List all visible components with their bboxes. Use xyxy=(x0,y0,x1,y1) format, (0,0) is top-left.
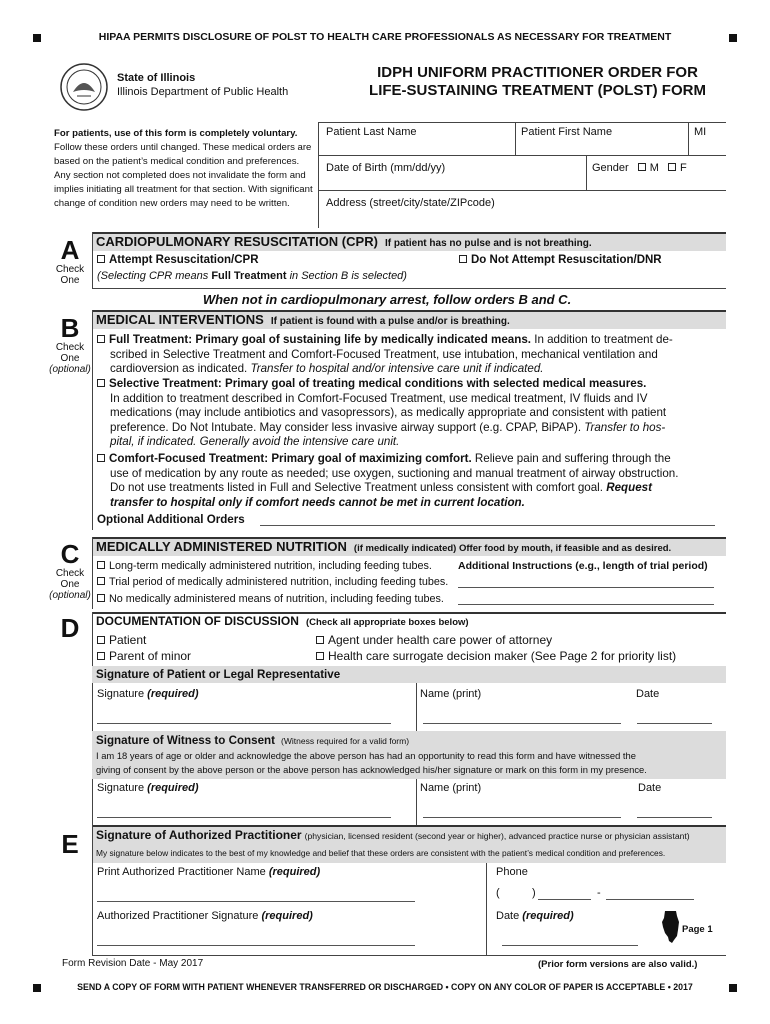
attempt-cpr-option[interactable] xyxy=(97,254,259,266)
one-label: One xyxy=(60,353,80,364)
section-d-marker xyxy=(48,614,92,642)
full-treatment-line1 xyxy=(97,333,727,348)
nutrition-subtitle: (if medically indicated) Offer food by mouth, if feasible and as desired. xyxy=(353,543,672,554)
practitioner-print-name-label xyxy=(97,866,320,878)
section-e-marker xyxy=(48,830,92,858)
one-label: One xyxy=(60,579,80,590)
selective-treatment-option[interactable] xyxy=(97,377,727,450)
medical-interventions-subtitle: If patient is found with a pulse and/or is breathing. xyxy=(270,316,510,327)
required-text: (required) xyxy=(147,782,199,794)
state-name: State of Illinois xyxy=(117,72,196,84)
divider xyxy=(92,537,93,609)
witness-signature-line[interactable] xyxy=(97,817,391,818)
print-name-text: Print Authorized Practitioner Name xyxy=(97,866,269,878)
section-c-title xyxy=(96,539,671,554)
form-title-line2: LIFE-SUSTAINING TREATMENT (POLST) FORM xyxy=(369,82,706,99)
divider xyxy=(92,612,93,825)
no-nutrition-label: No medically administered means of nutrition, including feeding tubes. xyxy=(109,593,444,605)
selective-line5: pital, if indicated. Generally avoid the intensive care unit. xyxy=(110,435,400,448)
phone-number-line[interactable] xyxy=(538,899,591,900)
long-term-label: Long-term medically administered nutrition, including feeding tubes. xyxy=(109,560,432,572)
additional-instructions-line[interactable] xyxy=(458,604,714,605)
section-b-title xyxy=(96,312,510,327)
section-e-letter: E xyxy=(61,829,79,859)
patient-checkbox[interactable] xyxy=(97,636,105,644)
discussion-patient-option[interactable] xyxy=(97,633,146,647)
intro-text xyxy=(54,127,316,211)
optional-orders-line[interactable] xyxy=(260,525,715,526)
practitioner-statement: My signature below indicates to the best of my knowledge and belief that these orders are consistent with the patient’s medical condition and preferences. xyxy=(96,848,666,858)
surrogate-checkbox[interactable] xyxy=(316,652,324,660)
patient-mi-field[interactable]: MI xyxy=(694,126,707,138)
signature-text: Signature xyxy=(97,782,148,794)
form-title-line1: IDPH UNIFORM PRACTITIONER ORDER FOR xyxy=(377,64,698,81)
witness-name-line[interactable] xyxy=(423,817,621,818)
cpr-note-a: (Selecting CPR means xyxy=(97,270,212,282)
cpr-note-c: in Section B is selected) xyxy=(286,270,407,282)
selective-line1 xyxy=(97,377,727,392)
practitioner-date-line[interactable] xyxy=(502,945,638,946)
section-d-letter: D xyxy=(60,613,80,643)
corner-square-bottom-left xyxy=(33,984,41,992)
required-text: (required) xyxy=(147,688,199,700)
prior-versions-note: (Prior form versions are also valid.) xyxy=(538,959,698,970)
selective-treatment-checkbox[interactable] xyxy=(97,379,105,387)
optional-label: (optional) xyxy=(49,590,91,601)
discussion-parent-option[interactable] xyxy=(97,649,191,663)
state-seal-icon xyxy=(59,62,109,115)
required-text: (required) xyxy=(268,866,321,878)
comfort-treatment-option[interactable] xyxy=(97,452,727,510)
corner-square-bottom-right xyxy=(729,984,737,992)
page-number: Page 1 xyxy=(682,924,713,935)
cpr-note-b: Full Treatment xyxy=(211,270,287,282)
comfort-line3b: Request xyxy=(606,481,652,494)
divider xyxy=(92,232,93,288)
check-label: Check xyxy=(55,342,85,353)
medical-interventions-title: MEDICAL INTERVENTIONS xyxy=(96,312,264,327)
follow-orders-note: When not in cardiopulmonary arrest, follow orders B and C. xyxy=(202,292,572,307)
practitioner-name-line[interactable] xyxy=(97,901,415,902)
phone-paren-close: ) xyxy=(532,887,536,899)
full-treatment-checkbox[interactable] xyxy=(97,335,105,343)
full-treatment-line3 xyxy=(97,362,727,377)
parent-label: Parent of minor xyxy=(109,649,192,663)
full-treatment-rest: In addition to treatment de- xyxy=(531,333,673,346)
section-a-title xyxy=(96,234,592,249)
optional-orders-label: Optional Additional Orders xyxy=(97,513,245,526)
nutrition-none-option[interactable] xyxy=(97,593,444,605)
divider xyxy=(318,155,726,156)
signature-text: Signature xyxy=(97,688,148,700)
gender-f-label: F xyxy=(680,162,687,174)
section-c-marker xyxy=(48,540,92,601)
divider xyxy=(688,122,689,155)
divider xyxy=(586,155,587,190)
divider xyxy=(416,683,417,731)
optional-label: (optional) xyxy=(49,364,91,375)
intro-line: Follow these orders until changed. These medical orders are xyxy=(54,142,312,153)
gender-m-label: M xyxy=(649,162,659,174)
selective-bold: Selective Treatment: Primary goal of treating medical conditions with selected medical measures. xyxy=(109,377,647,390)
patient-signature-heading: Signature of Patient or Legal Representative xyxy=(96,668,341,681)
required-text: (required) xyxy=(261,910,313,922)
selective-line3: medications (may include antibiotics and vasopressors), as medically appropriate and consistent with patient xyxy=(110,406,667,419)
section-d-title xyxy=(96,614,469,628)
check-label: Check xyxy=(55,264,85,275)
full-treatment-option[interactable] xyxy=(97,333,727,377)
gender-label: Gender xyxy=(592,162,629,174)
corner-square-top-right xyxy=(729,34,737,42)
divider xyxy=(318,190,726,191)
section-a-letter: A xyxy=(60,235,80,265)
documentation-subtitle: (Check all appropriate boxes below) xyxy=(305,617,469,628)
required-text: (required) xyxy=(522,910,574,922)
date-text: Date xyxy=(496,910,523,922)
divider xyxy=(92,310,93,530)
witness-date-line[interactable] xyxy=(637,817,712,818)
nutrition-title: MEDICALLY ADMINISTERED NUTRITION xyxy=(96,539,347,554)
form-revision-date: Form Revision Date - May 2017 xyxy=(62,958,204,969)
witness-name-print-label: Name (print) xyxy=(420,782,482,794)
date-of-birth-field[interactable]: Date of Birth (mm/dd/yy) xyxy=(326,162,446,174)
witness-date-label: Date xyxy=(638,782,662,794)
intro-line: change of condition new orders may need to be written. xyxy=(54,198,290,209)
patient-date-line[interactable] xyxy=(637,723,712,724)
divider xyxy=(515,122,516,155)
selective-line4b: Transfer to hos- xyxy=(584,420,666,434)
selective-line4a: preference. Do Not Intubate. May consider less invasive airway support (e.g. CPAP, BiPAP). xyxy=(110,420,585,434)
witness-heading xyxy=(96,734,409,747)
one-label: One xyxy=(60,275,80,286)
witness-note: (Witness required for a valid form) xyxy=(281,736,410,746)
bottom-notice: SEND A COPY OF FORM WITH PATIENT WHENEVER TRANSFERRED OR DISCHARGED • COPY ON ANY COLOR OF PAPER IS ACCEPTABLE • 2017 xyxy=(77,982,693,992)
practitioner-date-label xyxy=(496,910,574,922)
corner-square-top-left xyxy=(33,34,41,42)
patient-label: Patient xyxy=(109,633,147,647)
full-treatment-line2: scribed in Selective Treatment and Comfort-Focused Treatment, use intubation, mechanical ventilation and xyxy=(110,347,658,361)
witness-title: Signature of Witness to Consent xyxy=(96,734,275,747)
attempt-cpr-label: Attempt Resuscitation/CPR xyxy=(109,254,259,266)
cpr-title: CARDIOPULMONARY RESUSCITATION (CPR) xyxy=(96,234,378,249)
cpr-note xyxy=(97,270,407,282)
section-b-marker xyxy=(48,314,92,375)
discussion-surrogate-option[interactable] xyxy=(316,649,676,663)
phone-number-line-2[interactable] xyxy=(606,899,694,900)
patient-name-print-label: Name (print) xyxy=(420,688,482,700)
divider xyxy=(92,955,726,956)
comfort-line3a: Do not use treatments listed in Full and Selective Treatment unless consistent with comfort goal. xyxy=(110,481,607,494)
comfort-treatment-checkbox[interactable] xyxy=(97,454,105,462)
agent-checkbox[interactable] xyxy=(316,636,324,644)
patient-first-name-field[interactable]: Patient First Name xyxy=(521,126,613,138)
full-treatment-line3b: Transfer to hospital and/or intensive care unit if indicated. xyxy=(250,362,544,375)
dnr-checkbox[interactable] xyxy=(459,255,467,263)
practitioner-signature-label xyxy=(97,910,313,922)
patient-signature-line[interactable] xyxy=(97,723,391,724)
practitioner-title: Signature of Authorized Practitioner xyxy=(96,828,302,842)
additional-instructions-label: Additional Instructions (e.g., length of trial period) xyxy=(458,560,708,572)
dnr-option[interactable] xyxy=(459,254,662,266)
witness-line1: I am 18 years of age or older and acknowledge the above person has had an opportunity to read this form and have witnessed the xyxy=(96,750,636,761)
section-a-marker xyxy=(48,236,92,286)
trial-checkbox[interactable] xyxy=(97,577,105,585)
nutrition-long-term-option[interactable] xyxy=(97,560,432,572)
patient-signature-label xyxy=(97,688,199,700)
agent-label: Agent under health care power of attorney xyxy=(328,633,553,647)
divider xyxy=(486,863,487,955)
divider xyxy=(92,288,726,289)
practitioner-signature-line[interactable] xyxy=(97,945,415,946)
comfort-line1 xyxy=(97,452,727,467)
attempt-cpr-checkbox[interactable] xyxy=(97,255,105,263)
section-b-letter: B xyxy=(60,313,80,343)
patient-last-name-field[interactable]: Patient Last Name xyxy=(326,126,417,138)
witness-signature-label xyxy=(97,782,199,794)
surrogate-label: Health care surrogate decision maker (See Page 2 for priority list) xyxy=(328,649,677,663)
gender-f-checkbox[interactable] xyxy=(668,163,676,171)
trial-label: Trial period of medically administered nutrition, including feeding tubes. xyxy=(109,576,449,588)
documentation-title: DOCUMENTATION OF DISCUSSION xyxy=(96,614,299,628)
phone-label: Phone xyxy=(496,866,528,878)
witness-line2: giving of consent by the above person or the above person has acknowledged his/her signature or mark on this form in my presence. xyxy=(96,764,647,775)
section-c-letter: C xyxy=(60,539,80,569)
gender-m-checkbox[interactable] xyxy=(638,163,646,171)
divider xyxy=(92,825,93,955)
hipaa-notice: HIPAA PERMITS DISCLOSURE OF POLST TO HEALTH CARE PROFESSIONALS AS NECESSARY FOR TREATMENT xyxy=(98,31,672,43)
intro-line: based on the patient’s medical condition and preferences. xyxy=(54,156,300,167)
patient-name-line[interactable] xyxy=(423,723,621,724)
comfort-line3 xyxy=(97,481,727,496)
comfort-rest: Relieve pain and suffering through the xyxy=(471,452,671,465)
comfort-line4: transfer to hospital only if comfort needs cannot be met in current location. xyxy=(110,495,525,509)
phone-dash: - xyxy=(597,887,601,899)
nutrition-trial-option[interactable] xyxy=(97,576,448,588)
long-term-checkbox[interactable] xyxy=(97,561,105,569)
practitioner-subtitle: (physician, licensed resident (second year or higher), advanced practice nurse or physician assistant) xyxy=(304,831,690,841)
selective-line4 xyxy=(97,421,727,436)
intro-bold-line: For patients, use of this form is completely voluntary. xyxy=(54,128,298,139)
patient-date-label: Date xyxy=(636,688,660,700)
discussion-agent-option[interactable] xyxy=(316,633,552,647)
parent-checkbox[interactable] xyxy=(97,652,105,660)
full-treatment-line3a: cardioversion as indicated. xyxy=(110,362,251,375)
comfort-line2: use of medication by any route as needed; use oxygen, suctioning and manual treatment of airway obstruction. xyxy=(110,466,679,480)
section-e-title xyxy=(96,828,690,842)
cpr-subtitle: If patient has no pulse and is not breathing. xyxy=(384,238,592,249)
witness-statement xyxy=(96,749,647,777)
divider xyxy=(416,779,417,825)
dnr-label: Do Not Attempt Resuscitation/DNR xyxy=(471,254,662,266)
comfort-bold: Comfort-Focused Treatment: Primary goal of maximizing comfort. xyxy=(109,452,472,465)
additional-instructions-line[interactable] xyxy=(458,587,714,588)
no-nutrition-checkbox[interactable] xyxy=(97,594,105,602)
illinois-map-icon xyxy=(661,910,681,947)
intro-line: implies initiating all treatment for that section. With significant xyxy=(54,184,313,195)
signature-text: Authorized Practitioner Signature xyxy=(97,910,262,922)
gender-field xyxy=(592,162,687,174)
address-field[interactable]: Address (street/city/state/ZIPcode) xyxy=(326,197,495,209)
intro-line: Any section not completed does not invalidate the form and xyxy=(54,170,306,181)
full-treatment-bold: Full Treatment: Primary goal of sustaining life by medically indicated means. xyxy=(109,333,531,346)
phone-paren-open: ( xyxy=(496,887,500,899)
check-label: Check xyxy=(55,568,85,579)
selective-line2: In addition to treatment described in Comfort-Focused Treatment, use medical treatment, IV fluids and IV xyxy=(110,391,648,405)
department-name: Illinois Department of Public Health xyxy=(117,86,289,98)
